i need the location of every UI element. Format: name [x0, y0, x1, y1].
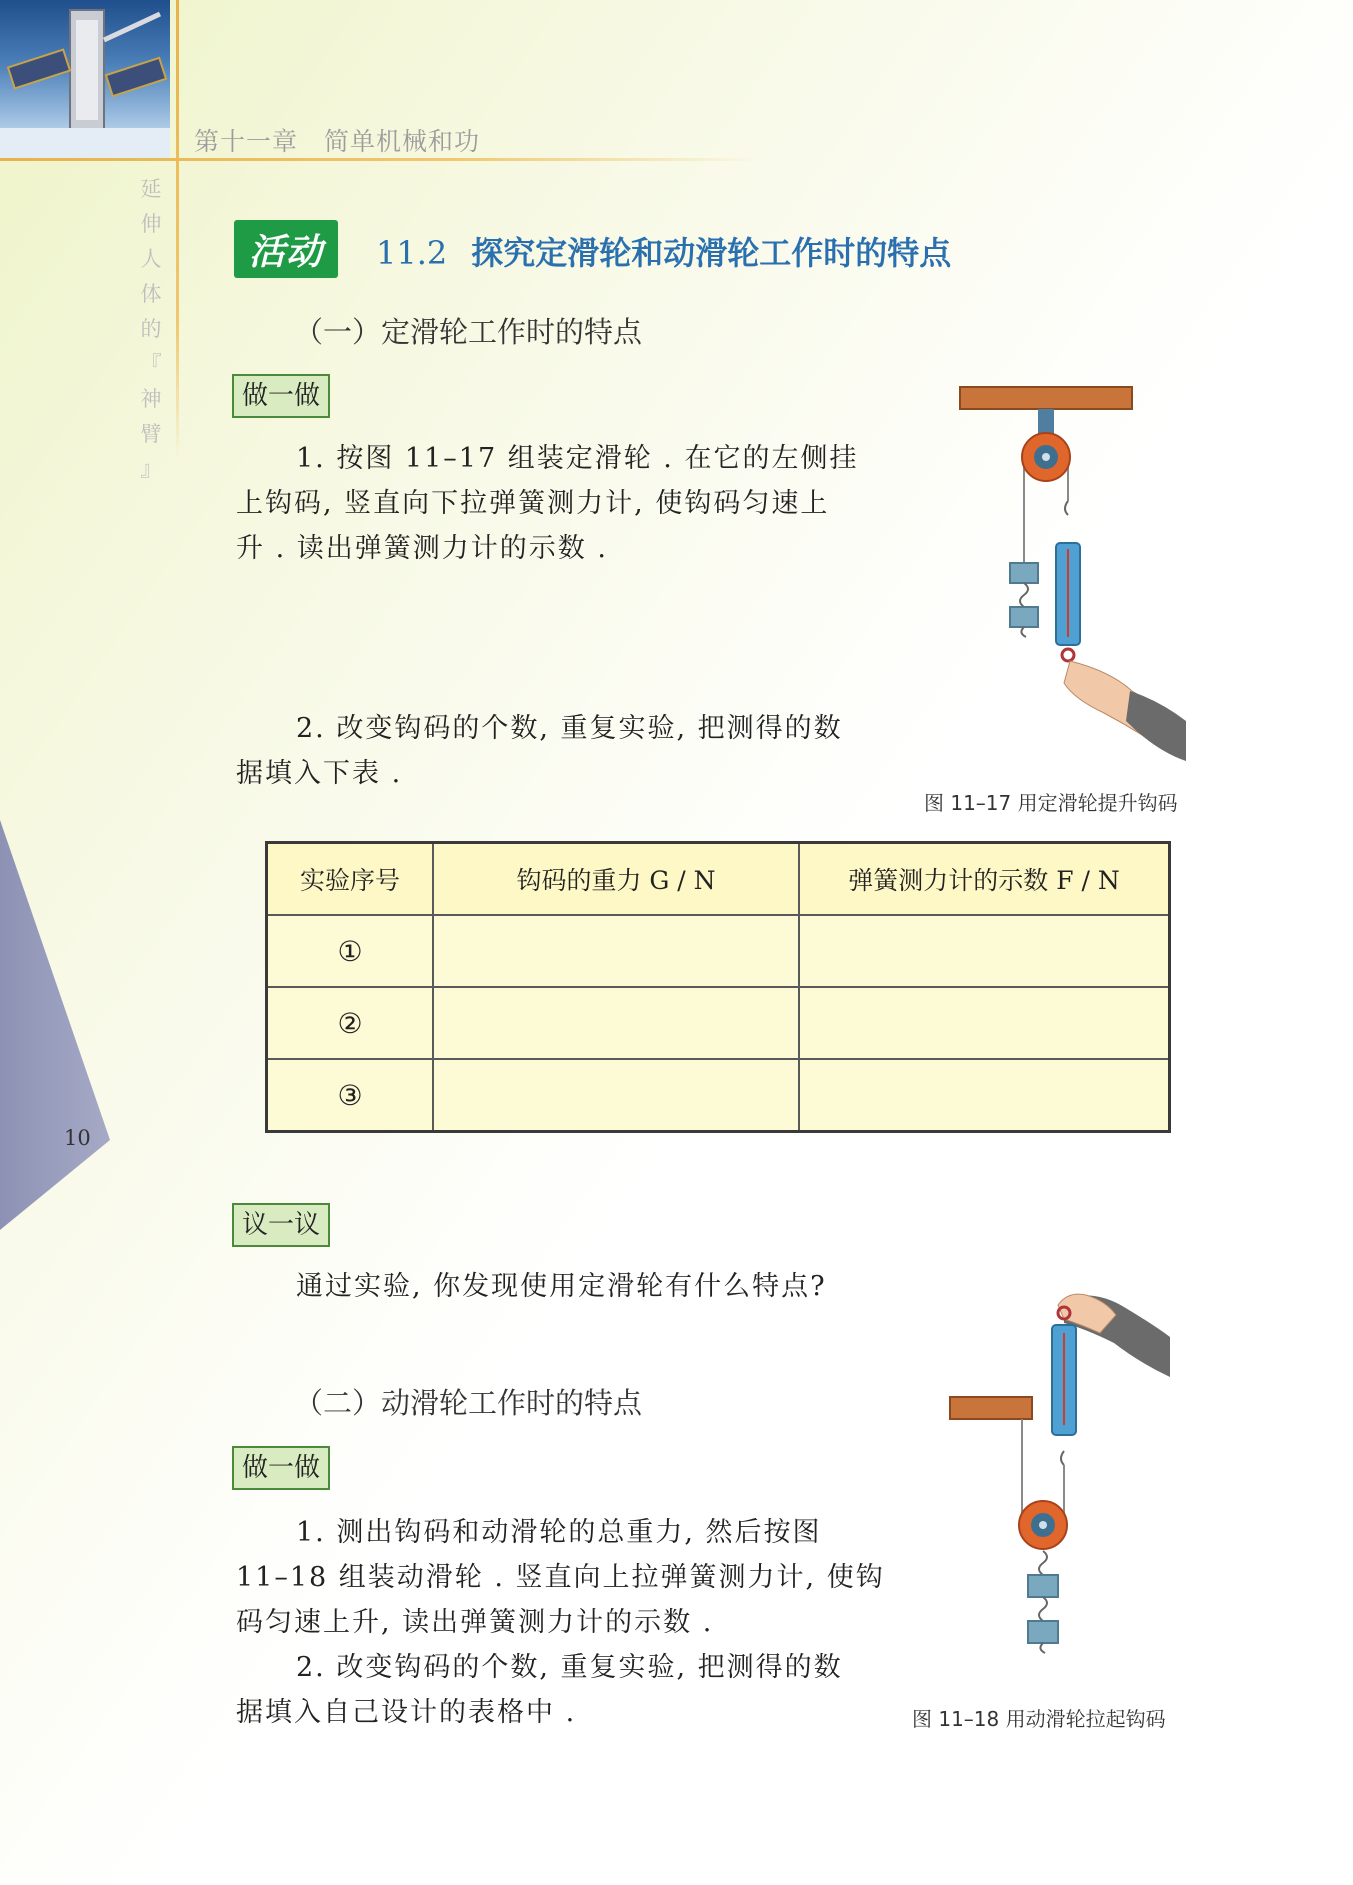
section2-heading: （二）动滑轮工作时的特点 [294, 1386, 643, 1420]
chapter-title: 第十一章 简单机械和功 [194, 127, 481, 156]
header-vertical-rule [176, 0, 179, 460]
page-number: 10 [64, 1126, 91, 1150]
table-header-cell: 实验序号 [267, 843, 434, 916]
table-header-row [267, 843, 1170, 916]
activity-number: 11.2 [376, 234, 448, 272]
section1-step2-line2: 据填入下表 . [236, 758, 403, 789]
section1-step1-line1: 1. 按图 11–17 组装定滑轮 . 在它的左侧挂 [296, 443, 859, 474]
section2-step1-line2: 11–18 组装动滑轮 . 竖直向上拉弹簧测力计, 使钩 [236, 1562, 885, 1593]
data-table [265, 841, 1171, 1133]
figure-11-17-caption: 图 11–17 用定滑轮提升钩码 [924, 791, 1178, 815]
section2-step2-line2: 据填入自己设计的表格中 . [236, 1697, 577, 1728]
side-title [136, 172, 166, 487]
activity-title [376, 228, 951, 274]
table-cell-weight[interactable] [433, 915, 799, 987]
page-edge-triangle [0, 820, 120, 1240]
discuss-question: 通过实验, 你发现使用定滑轮有什么特点? [296, 1271, 827, 1302]
section1-step1-line2: 上钩码, 竖直向下拉弹簧测力计, 使钩码匀速上 [236, 488, 830, 519]
activity-badge-label: 活动 [248, 231, 323, 273]
fixed-pulley-figure [950, 385, 1190, 775]
header-photo [0, 0, 170, 158]
table-row-index: ③ [267, 1059, 434, 1132]
table-header-cell: 钩码的重力 G / N [433, 843, 799, 916]
discuss-tag: 议一议 [232, 1203, 330, 1247]
side-title-char: 神 [140, 387, 162, 411]
table-cell-reading[interactable] [799, 987, 1170, 1059]
side-title-char: 』 [140, 457, 162, 481]
section2-step1-line1: 1. 测出钩码和动滑轮的总重力, 然后按图 [296, 1517, 822, 1548]
table-header-cell: 弹簧测力计的示数 F / N [799, 843, 1170, 916]
side-title-char: 的 [140, 317, 162, 341]
section2-do-tag: 做一做 [232, 1446, 330, 1490]
table-cell-weight[interactable] [433, 987, 799, 1059]
section1-step2-line1: 2. 改变钩码的个数, 重复实验, 把测得的数 [296, 713, 843, 744]
table-row [267, 987, 1170, 1059]
side-title-char: 体 [140, 282, 162, 306]
figure-11-18-caption: 图 11–18 用动滑轮拉起钩码 [912, 1707, 1166, 1731]
section2-step1-line3: 码匀速上升, 读出弹簧测力计的示数 . [236, 1607, 714, 1638]
activity-badge [234, 220, 338, 278]
side-title-char: 『 [140, 352, 162, 376]
header-horizontal-rule [0, 158, 760, 161]
section1-heading: （一）定滑轮工作时的特点 [294, 315, 643, 349]
table-row-index: ① [267, 915, 434, 987]
side-title-char: 延 [140, 177, 162, 201]
table-cell-reading[interactable] [799, 1059, 1170, 1132]
table-cell-weight[interactable] [433, 1059, 799, 1132]
section2-step2-line1: 2. 改变钩码的个数, 重复实验, 把测得的数 [296, 1652, 843, 1683]
section1-do-tag: 做一做 [232, 374, 330, 418]
section1-step1-line3: 升 . 读出弹簧测力计的示数 . [236, 533, 608, 564]
movable-pulley-figure [940, 1285, 1180, 1685]
table-row [267, 1059, 1170, 1132]
table-row [267, 915, 1170, 987]
side-title-char: 伸 [140, 212, 162, 236]
side-title-char: 人 [140, 247, 162, 271]
activity-title-text: 探究定滑轮和动滑轮工作时的特点 [471, 234, 952, 272]
side-title-char: 臂 [140, 422, 162, 446]
table-cell-reading[interactable] [799, 915, 1170, 987]
table-row-index: ② [267, 987, 434, 1059]
